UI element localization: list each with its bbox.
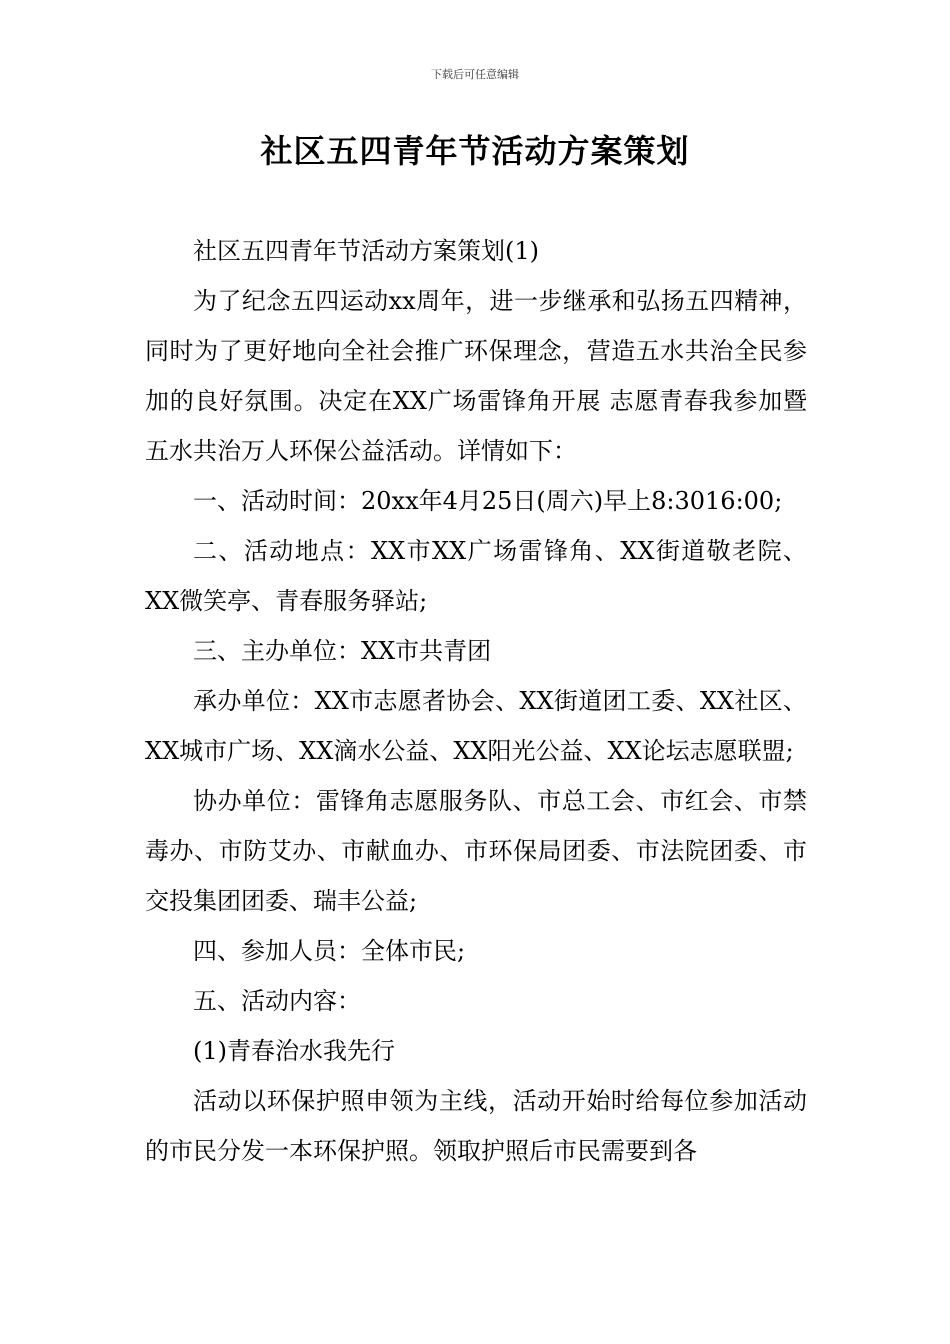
paragraph-participants: 四、参加人员：全体市民; xyxy=(193,937,466,965)
paragraph-time: 一、活动时间：20xx年4月25日(周六)早上8:3016:00; xyxy=(193,487,783,515)
paragraph-organizer: 三、主办单位：XX市共青团 xyxy=(193,637,492,665)
paragraph-host: 承办单位：XX市志愿者协会、XX街道团工委、XX社区、XX城市广场、XX滴水公益、XX阳光公益、XX论坛志愿联盟; xyxy=(145,687,807,765)
paragraph-co-organizer: 协办单位：雷锋角志愿服务队、市总工会、市红会、市禁毒办、市防艾办、市献血办、市环保局团委、市法院团委、市交投集团团委、瑞丰公益; xyxy=(145,787,807,915)
paragraph-item-1: (1)青春治水我先行 xyxy=(193,1037,395,1065)
document-subtitle: 社区五四青年节活动方案策划(1) xyxy=(193,237,539,265)
paragraph-item-1-detail: 活动以环保护照申领为主线，活动开始时给每位参加活动的市民分发一本环保护照。领取护照后市民需要到各 xyxy=(145,1087,807,1165)
document-title: 社区五四青年节活动方案策划 xyxy=(260,132,690,170)
paragraph-location: 二、活动地点：XX市XX广场雷锋角、XX街道敬老院、XX微笑亭、青春服务驿站; xyxy=(145,537,807,615)
document-body xyxy=(145,226,807,1176)
paragraph-intro: 为了纪念五四运动xx周年，进一步继承和弘扬五四精神，同时为了更好地向全社会推广环保理念，营造五水共治全民参加的良好氛围。决定在XX广场雷锋角开展 志愿青春我参加暨五水共治万人环保公益活动。详情如下： xyxy=(145,287,807,465)
paragraph-content-heading: 五、活动内容： xyxy=(193,987,361,1015)
header-note: 下载后可任意编辑 xyxy=(431,68,519,81)
